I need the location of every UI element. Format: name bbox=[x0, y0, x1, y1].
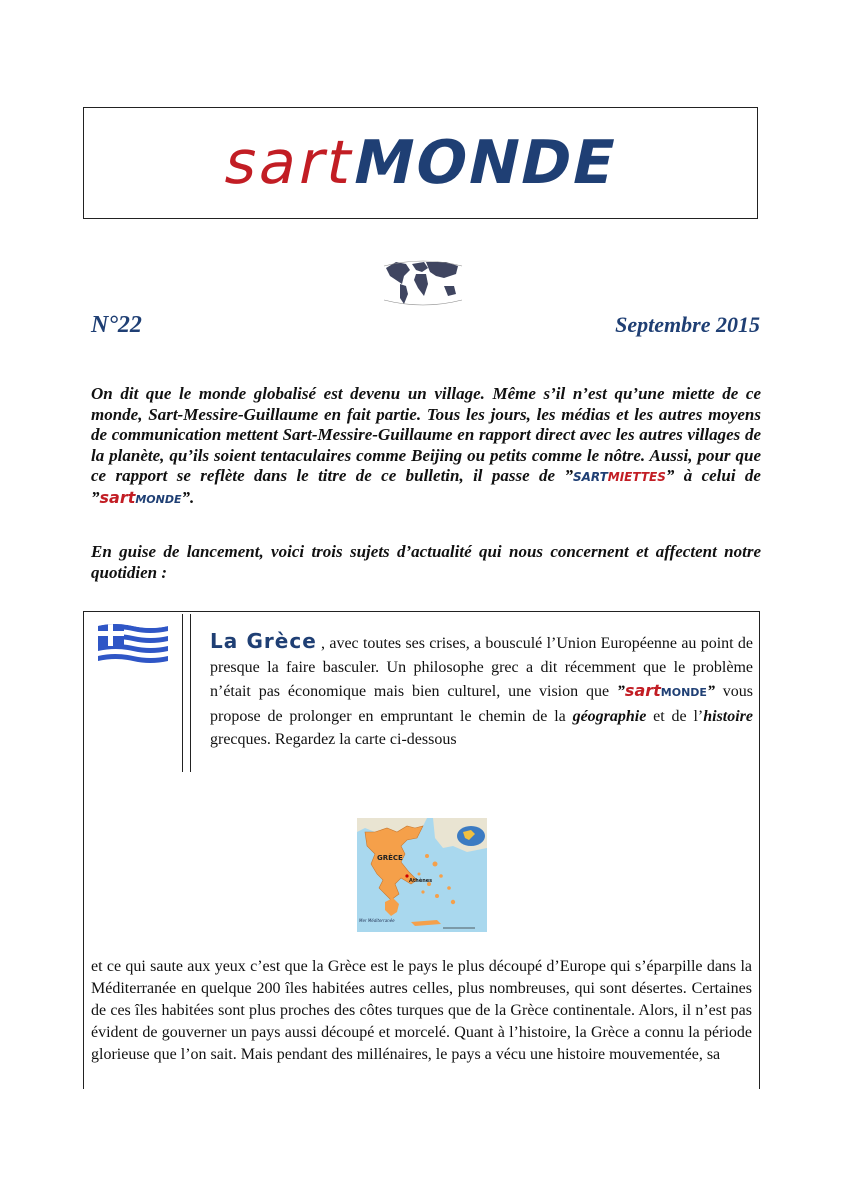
greece-geography: géographie bbox=[572, 707, 647, 725]
masthead-part-sart: sart bbox=[218, 128, 362, 198]
greece-quote-open: ” bbox=[616, 683, 625, 700]
intro-text-c: . bbox=[190, 487, 195, 507]
issue-number: N°22 bbox=[91, 312, 142, 338]
intro-paragraph bbox=[91, 384, 761, 510]
open-quote: ” bbox=[564, 466, 573, 485]
greece-brand-part2: MONDE bbox=[660, 686, 707, 699]
old-name-part2: MIETTES bbox=[607, 470, 666, 484]
old-name-part1: SART bbox=[572, 470, 608, 484]
masthead-part-monde: MONDE bbox=[346, 128, 623, 198]
new-name-part1: sart bbox=[99, 487, 136, 507]
intro-topics-paragraph: En guise de lancement, voici trois sujets d’actualité qui nous concernent et affectent notre quotidien : bbox=[91, 542, 761, 582]
close-quote-2: ” bbox=[181, 487, 191, 507]
section-border-left bbox=[83, 611, 84, 1089]
close-quote: ” bbox=[665, 466, 675, 485]
greece-paragraph bbox=[210, 630, 753, 752]
greece-map bbox=[357, 818, 487, 932]
intro-text-b: à celui de bbox=[674, 466, 761, 485]
section-border-right bbox=[759, 611, 760, 1089]
issue-date: Septembre 2015 bbox=[615, 312, 760, 337]
open-quote-2: ” bbox=[91, 487, 100, 507]
greece-text-b: vous propose de prolonger en empruntant le chemin de la bbox=[210, 683, 754, 725]
greece-quote-close: ” bbox=[706, 683, 715, 700]
greece-history: histoire bbox=[703, 707, 754, 725]
greece-text-c: et de l’ bbox=[646, 707, 704, 725]
greece-body-paragraph: et ce qui saute aux yeux c’est que la Grèce est le pays le plus découpé d’Europe qui s’éparpille dans la Méditerranée en quelque 200 îles habitées autres celles, plus nombreuses, qui sont désertes. Certaines de ces îles habitées sont plus proches des côtes turques que de la Grèce continentale. Alors, il n’est pas évident de gouverner un pays aussi découpé et morcelé. Quant à l’histoire, la Grèce a connu la période glorieuse que l’on sait. Mais pendant des millénaires, le pays a vécu une histoire mouvementée, sa bbox=[91, 958, 752, 1063]
map-label-sea: Mer Méditerranée bbox=[359, 918, 395, 923]
map-label-country: GRÈCE bbox=[377, 854, 403, 862]
map-label-capital: Athènes bbox=[409, 878, 433, 884]
section-border-top bbox=[83, 611, 760, 612]
world-map-icon bbox=[382, 258, 464, 308]
masthead-box bbox=[83, 107, 758, 219]
intro-text-a: On dit que le monde globalisé est devenu un village. Même s’il n’est qu’une miette de ce monde, Sart-Messire-Guillaume en fait partie. Tous les jours, les médias et les autres moyens de communication mettent Sart-Messire-Guillaume en rapport direct avec les autres villages de la planète, qu’ils soient tentaculaires comme Beijing ou petits comme le nôtre. Aussi, pour que ce rapport se reflète dans le titre de ce bulletin, il passe de bbox=[91, 384, 761, 485]
greece-text-a: , avec toutes ses crises, a bousculé l’Union Européenne au point de presque la faire basculer. Un philosophe grec a dit récemment que le problème n’était pas économique mais bien culturel, une vision que bbox=[210, 635, 753, 700]
greece-brand-part1: sart bbox=[624, 681, 661, 700]
greek-flag-icon bbox=[98, 622, 168, 667]
greece-text-d: grecques. Regardez la carte ci-dessous bbox=[210, 731, 457, 748]
greece-heading: La Grèce bbox=[210, 629, 317, 653]
divider-line bbox=[182, 614, 183, 772]
masthead-title bbox=[218, 128, 623, 198]
divider-line-2 bbox=[190, 614, 191, 772]
new-name-part2: MONDE bbox=[135, 492, 182, 506]
